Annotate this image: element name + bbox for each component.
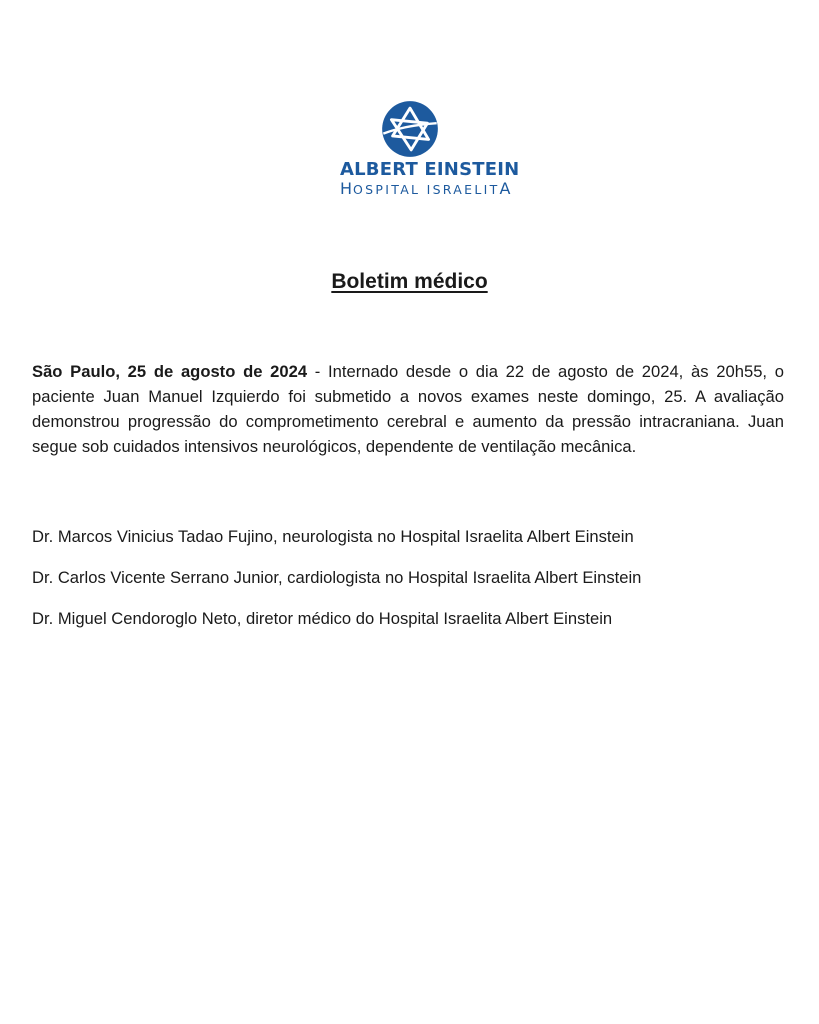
logo-name: ALBERT EINSTEIN — [340, 159, 520, 180]
logo-subtitle — [340, 179, 510, 198]
logo-subtitle-final: A — [499, 179, 512, 198]
signature-line: Dr. Miguel Cendoroglo Neto, diretor médico do Hospital Israelita Albert Einstein — [32, 609, 613, 628]
document-title: Boletim médico — [331, 270, 488, 293]
bulletin-dateline: São Paulo, 25 de agosto de 2024 — [32, 362, 308, 381]
signature-line: Dr. Carlos Vicente Serrano Junior, cardiologista no Hospital Israelita Albert Einstein — [32, 568, 642, 587]
signature-line: Dr. Marcos Vinicius Tadao Fujino, neurologista no Hospital Israelita Albert Einstein — [32, 527, 634, 546]
bulletin-text: - Internado desde o dia 22 de agosto de 2024, às 20h55, o paciente Juan Manuel Izquierdo foi submetido a novos exames neste domingo, 25. A avaliação demonstrou progressão do comprometimento cerebral e aumento da pressão intracraniana. Juan segue sob cuidados intensivos neurológicos, dependente de ventilação mecânica. — [32, 362, 784, 456]
hospital-logo — [0, 100, 819, 198]
bulletin-paragraph — [32, 359, 784, 459]
logo-subtitle-initial: H — [340, 179, 354, 198]
logo-subtitle-middle: OSPITAL ISRAELIT — [353, 182, 500, 197]
signatures-list — [32, 527, 792, 650]
star-of-david-globe-icon — [381, 100, 439, 158]
